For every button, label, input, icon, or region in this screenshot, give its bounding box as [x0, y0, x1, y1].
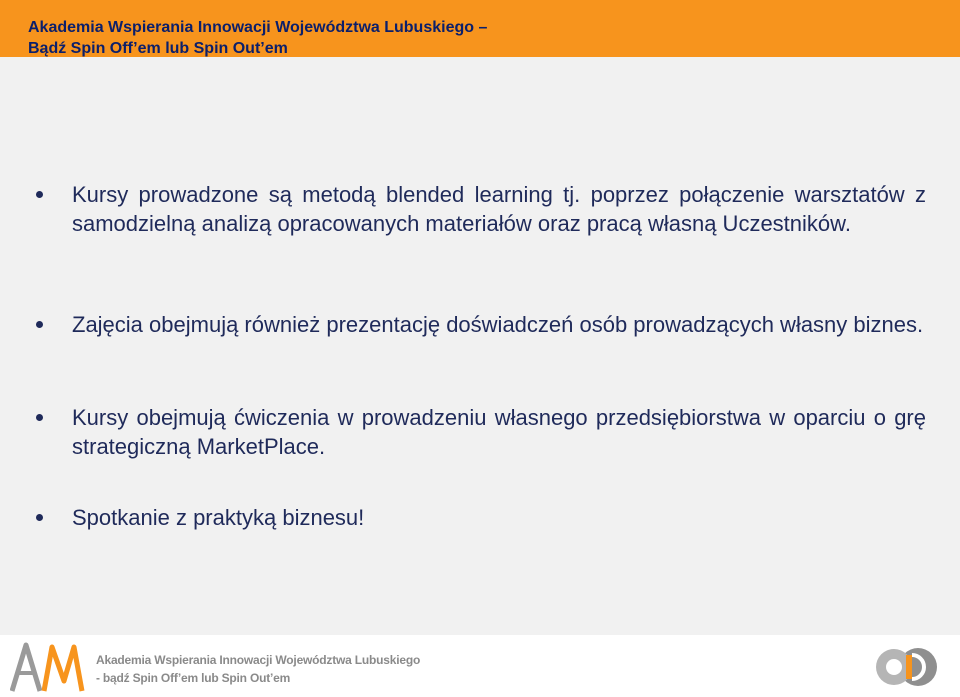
bullet-text: Zajęcia obejmują również prezentację doświadczeń osób prowadzących własny biznes. — [72, 312, 924, 337]
footer — [0, 635, 960, 697]
header-title-line-1: Akademia Wspierania Innowacji Województwa Lubuskiego – — [28, 19, 488, 36]
am-logo-icon — [10, 641, 86, 693]
list-item — [36, 310, 926, 339]
bullet-icon — [36, 321, 43, 328]
list-item — [36, 180, 926, 238]
list-item — [36, 503, 926, 532]
bullet-text: Kursy prowadzone są metodą blended learning tj. poprzez połączenie warsztatów z samodzielną analizą opracowanych materiałów oraz pracą własną Uczestników. — [72, 182, 926, 236]
footer-logo-text-line-1: Akademia Wspierania Innowacji Województwa Lubuskiego — [96, 653, 421, 667]
list-item — [36, 403, 926, 461]
footer-logo-text-line-2: - bądź Spin Off’em lub Spin Out’em — [96, 671, 291, 685]
bullet-text: Spotkanie z praktyką biznesu! — [72, 505, 365, 530]
header-bar — [0, 0, 960, 57]
bullet-icon — [36, 514, 43, 521]
slide-content — [0, 57, 960, 635]
bullet-icon — [36, 414, 43, 421]
header-title-line-2: Bądź Spin Off’em lub Spin Out’em — [28, 40, 288, 57]
bullet-text: Kursy obejmują ćwiczenia w prowadzeniu własnego przedsiębiorstwa w oparciu o grę strategiczną MarketPlace. — [72, 405, 926, 459]
bullet-icon — [36, 191, 43, 198]
od-logo-icon — [872, 645, 944, 689]
